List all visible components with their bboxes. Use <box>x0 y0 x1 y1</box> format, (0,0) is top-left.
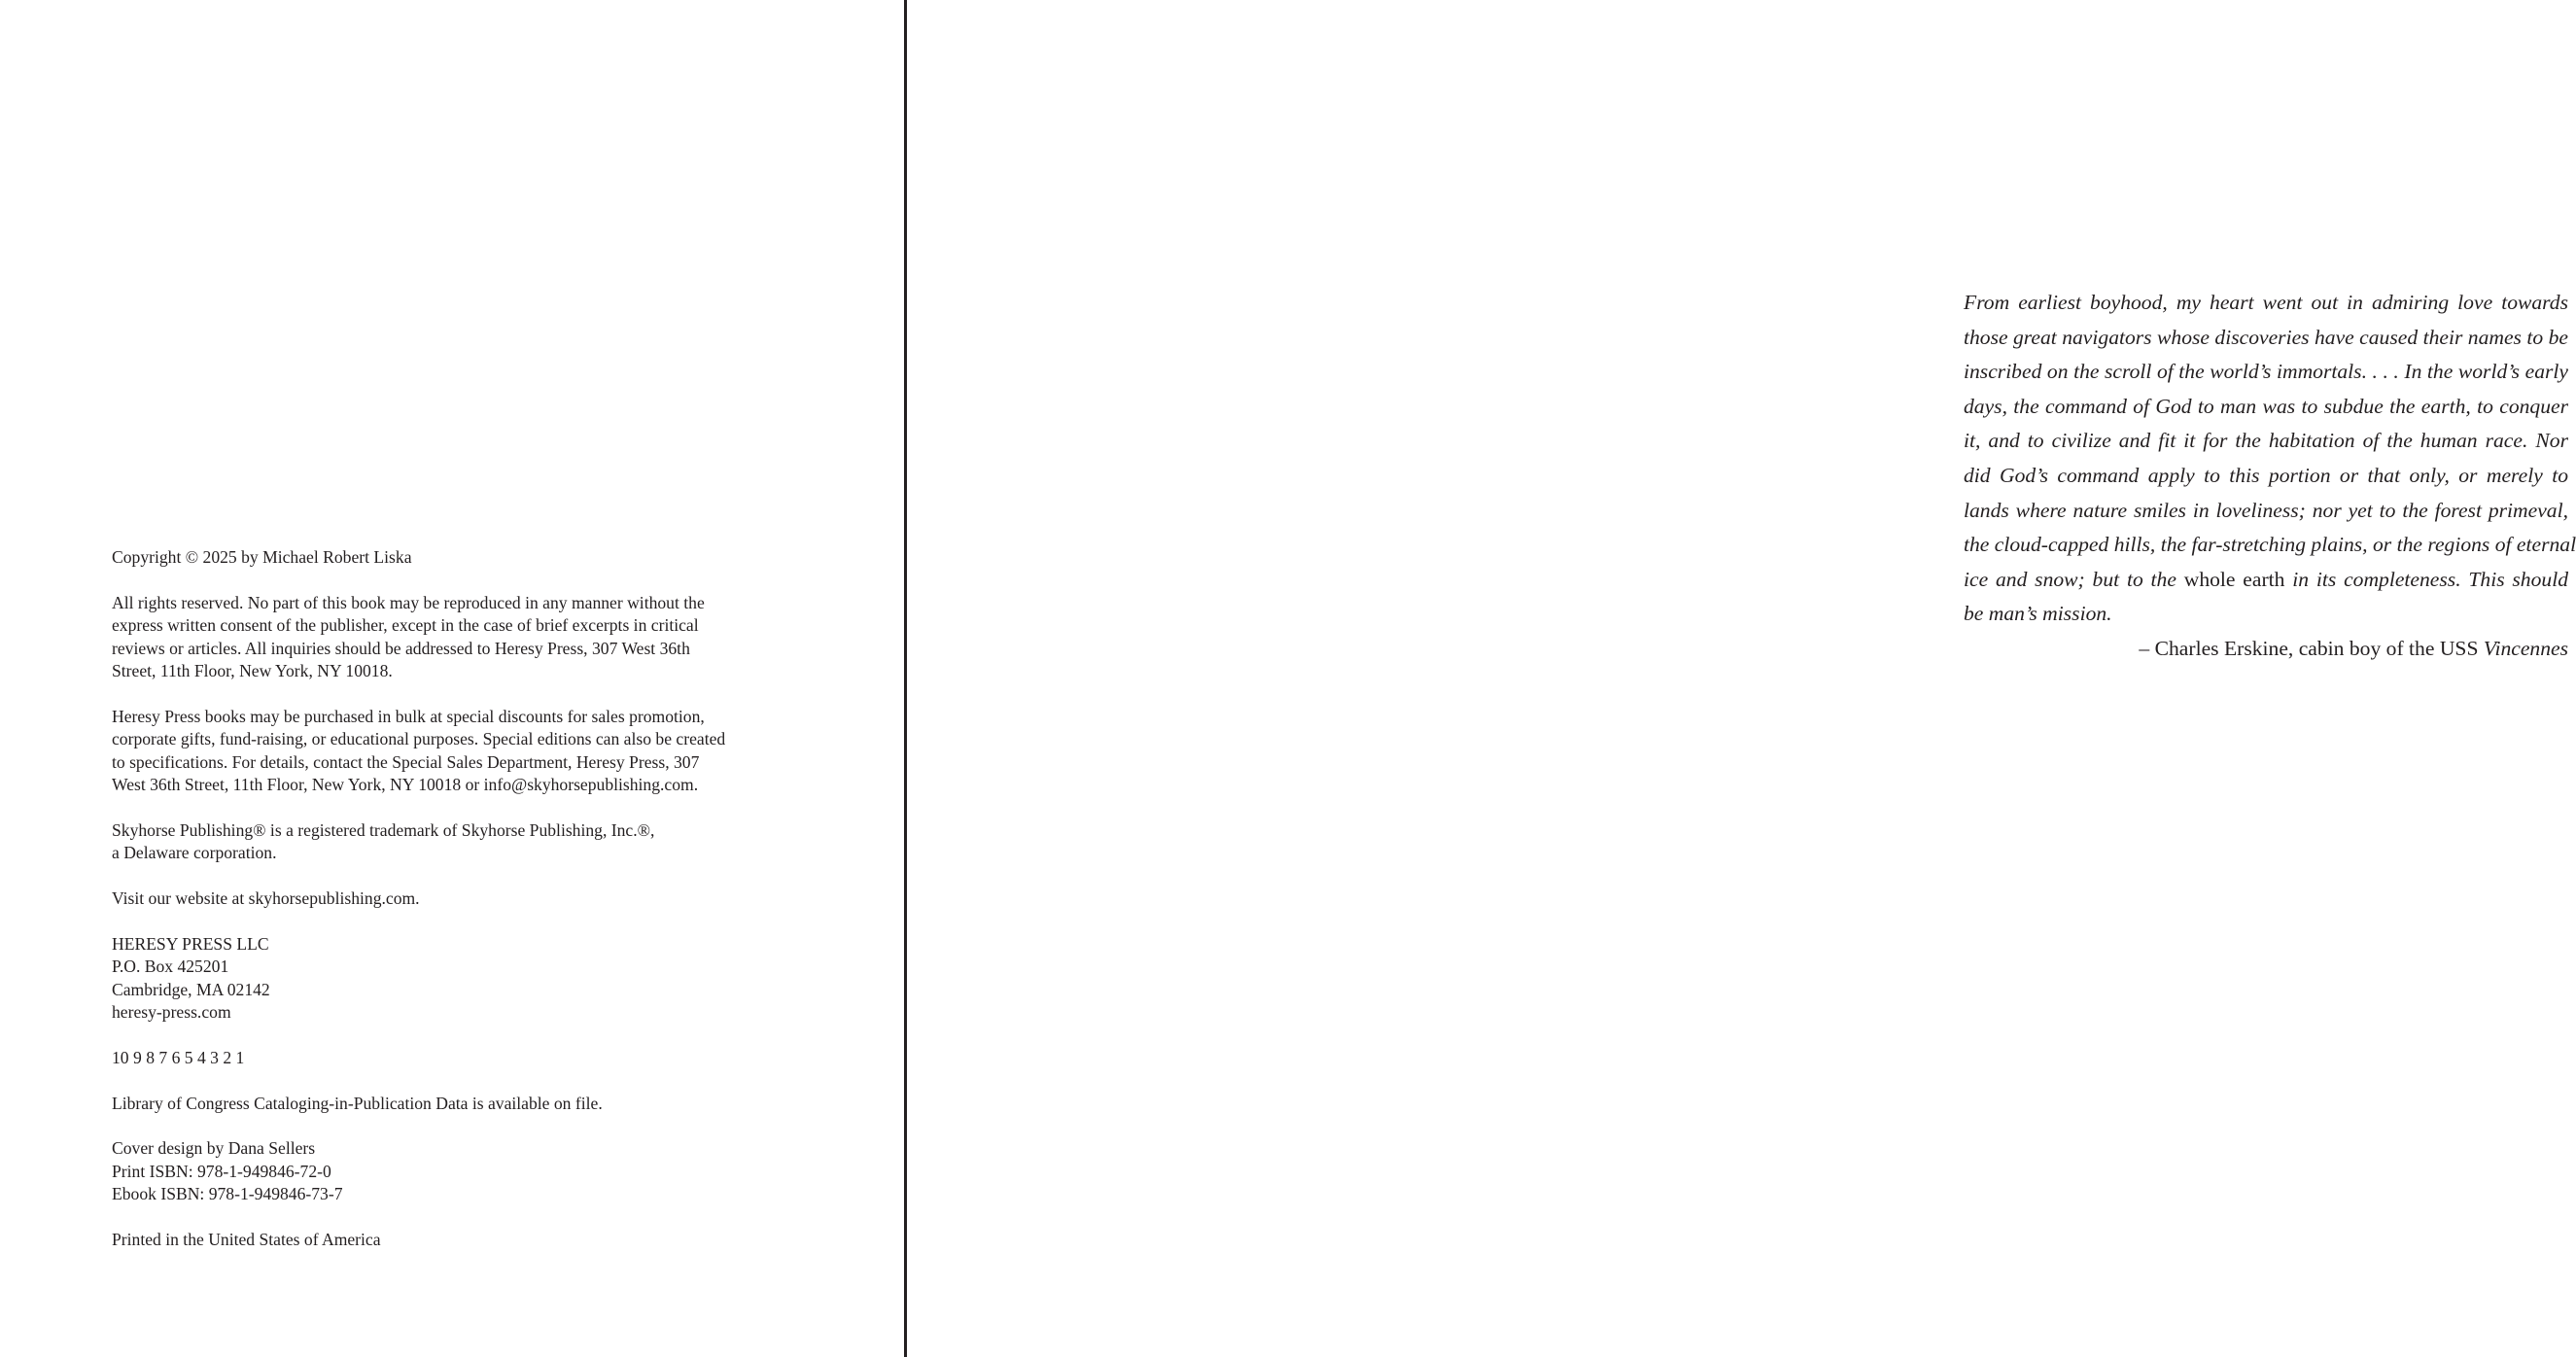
bulk-sales-line: West 36th Street, 11th Floor, New York, NY 10018 or info@skyhorsepublishing.com. <box>112 775 699 795</box>
epigraph-emphasis: whole earth <box>2183 567 2285 591</box>
website-paragraph <box>112 887 812 910</box>
epigraph-line: the cloud-capped hills, the far-stretching plains, or the regions of eternal <box>1964 533 2576 557</box>
rights-paragraph <box>112 592 812 683</box>
publisher-address <box>112 933 812 1025</box>
epigraph-text: ice and snow; but to the <box>1964 567 2184 591</box>
cover-design-credit: Cover design by Dana Sellers <box>112 1138 316 1159</box>
attribution-ship-name: Vincennes <box>2483 636 2568 660</box>
cip-line: Library of Congress Cataloging-in-Publication Data is available on file. <box>112 1093 603 1113</box>
publisher-po-box: P.O. Box 425201 <box>112 957 229 977</box>
trademark-line: a Delaware corporation. <box>112 843 277 863</box>
printed-in-line: Printed in the United States of America <box>112 1230 381 1250</box>
printed-in-paragraph <box>112 1229 812 1251</box>
epigraph-line: did God’s command apply to this portion or that only, or merely to <box>1964 463 2568 487</box>
epigraph-line: From earliest boyhood, my heart went out in admiring love towards <box>1964 291 2568 314</box>
website-line: Visit our website at skyhorsepublishing.com. <box>112 888 420 909</box>
epigraph-line: those great navigators whose discoveries have caused their names to be <box>1964 325 2568 349</box>
epigraph <box>1964 286 2576 667</box>
rights-line: reviews or articles. All inquiries should be addressed to Heresy Press, 307 West 36th <box>112 638 690 658</box>
publisher-name: HERESY PRESS LLC <box>112 933 269 954</box>
publisher-website: heresy-press.com <box>112 1002 231 1023</box>
rights-line: Street, 11th Floor, New York, NY 10018. <box>112 661 393 681</box>
copyright-notice: Copyright © 2025 by Michael Robert Liska <box>112 547 412 567</box>
trademark-paragraph <box>112 819 812 865</box>
printing-line-paragraph <box>112 1047 812 1069</box>
bulk-sales-paragraph <box>112 706 812 797</box>
publisher-city: Cambridge, MA 02142 <box>112 979 270 999</box>
epigraph-attribution <box>1964 632 2568 667</box>
epigraph-line <box>1964 563 2568 598</box>
cip-paragraph <box>112 1093 812 1115</box>
attribution-author: – Charles Erskine, cabin boy of the USS <box>2139 636 2484 660</box>
printing-number-line: 10 9 8 7 6 5 4 3 2 1 <box>112 1047 245 1067</box>
credits-paragraph <box>112 1137 812 1205</box>
epigraph-last-line: be man’s mission. <box>1964 602 2112 626</box>
left-page <box>0 0 904 1357</box>
bulk-sales-line: corporate gifts, fund-raising, or educational purposes. Special editions can also be created <box>112 729 726 749</box>
epigraph-line: it, and to civilize and fit it for the habitation of the human race. Nor <box>1964 429 2568 453</box>
print-isbn: Print ISBN: 978-1-949846-72-0 <box>112 1161 331 1181</box>
bulk-sales-line: to specifications. For details, contact the Special Sales Department, Heresy Press, 307 <box>112 751 700 772</box>
trademark-line: Skyhorse Publishing® is a registered trademark of Skyhorse Publishing, Inc.®, <box>112 819 655 840</box>
epigraph-text: in its completeness. This should <box>2284 567 2568 591</box>
rights-line: express written consent of the publisher, except in the case of brief excerpts in critical <box>112 615 699 636</box>
copyright-block <box>112 546 812 1274</box>
bulk-sales-line: Heresy Press books may be purchased in bulk at special discounts for sales promotion, <box>112 706 705 726</box>
copyright-line <box>112 546 812 569</box>
ebook-isbn: Ebook ISBN: 978-1-949846-73-7 <box>112 1184 343 1204</box>
epigraph-line: days, the command of God to man was to subdue the earth, to conquer <box>1964 394 2568 418</box>
epigraph-line: lands where nature smiles in loveliness; nor yet to the forest primeval, <box>1964 498 2568 522</box>
epigraph-line: inscribed on the scroll of the world’s immortals. . . . In the world’s early <box>1964 360 2568 384</box>
right-page <box>907 0 2576 1357</box>
rights-line: All rights reserved. No part of this book may be reproduced in any manner without the <box>112 592 705 612</box>
